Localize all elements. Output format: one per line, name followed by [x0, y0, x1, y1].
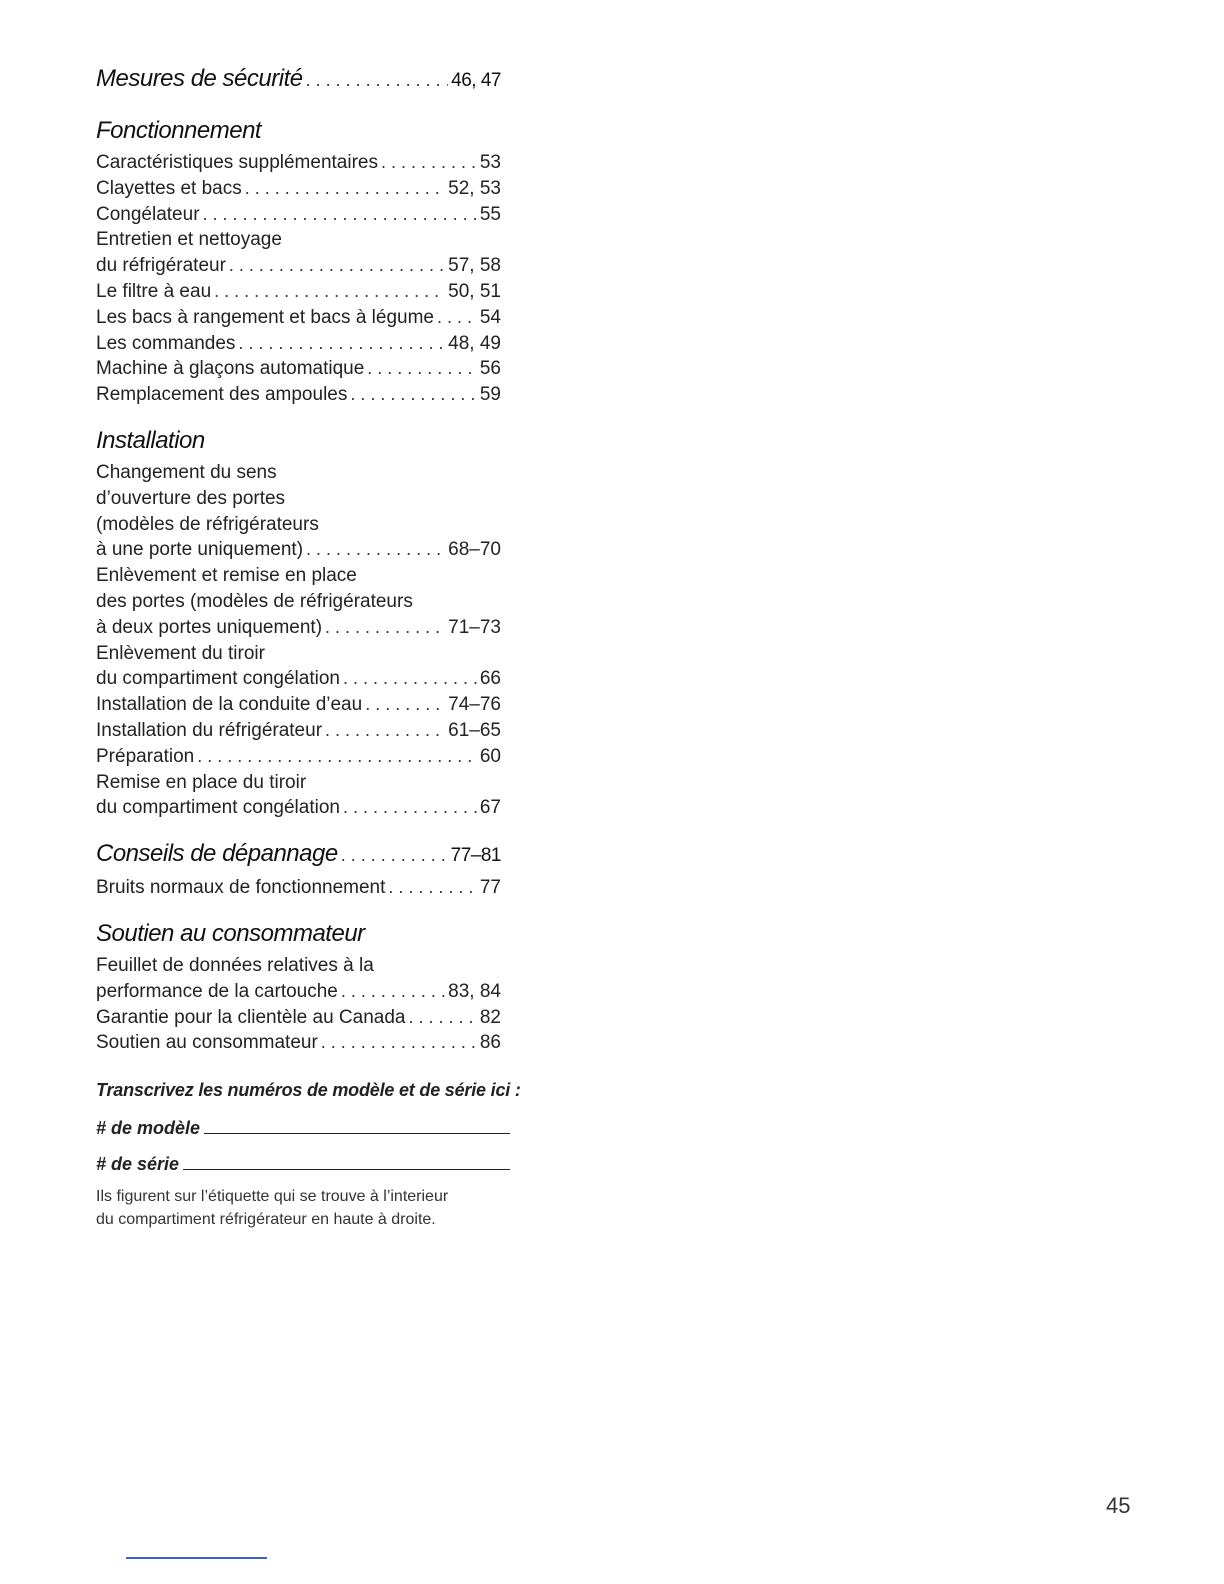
- toc-entry-text: Installation du réfrigérateur: [96, 719, 323, 741]
- toc-entry-line: [96, 279, 501, 305]
- toc-page-ref: 71–73: [448, 616, 501, 638]
- toc-entry[interactable]: [96, 331, 501, 357]
- toc-section: [96, 114, 501, 408]
- toc-entry-text: du compartiment congélation: [96, 797, 340, 819]
- dot-leader: [343, 666, 477, 692]
- toc-entry[interactable]: [96, 953, 501, 1005]
- toc-page-ref: 74–76: [448, 694, 501, 716]
- toc-entry-text: Remise en place du tiroir: [96, 771, 307, 793]
- toc-entry-line: [96, 331, 501, 357]
- toc-section: [96, 62, 501, 98]
- toc-entry[interactable]: [96, 150, 501, 176]
- toc-entry-text: Feuillet de données relatives à la: [96, 954, 374, 976]
- dot-leader: [343, 795, 477, 821]
- toc-entry[interactable]: [96, 875, 501, 901]
- dot-leader: [203, 202, 477, 228]
- toc-page-ref: 48, 49: [448, 332, 501, 354]
- toc-page-ref: 56: [479, 358, 501, 380]
- dot-leader: [341, 979, 445, 1005]
- section-title-text: Mesures de sécurité: [96, 65, 303, 92]
- serial-number-blank-line[interactable]: [183, 1149, 510, 1170]
- section-title-text: Soutien au consommateur: [96, 919, 365, 947]
- toc-entry-line: [96, 795, 501, 821]
- toc-page-ref: 53: [479, 152, 501, 173]
- toc-entry-text: (modèles de réfrigérateurs: [96, 513, 319, 535]
- section-title[interactable]: [96, 62, 501, 98]
- section-title[interactable]: [96, 424, 501, 458]
- section-page-ref: 46, 47: [451, 70, 501, 91]
- toc-entry[interactable]: [96, 744, 501, 770]
- dot-leader: [408, 1005, 476, 1031]
- model-number-blank-line[interactable]: [204, 1113, 510, 1134]
- toc-entry-line: [96, 641, 501, 667]
- toc-entry-line: [96, 718, 501, 744]
- model-serial-heading: Transcrivez les numéros de modèle et de série ici :: [96, 1080, 521, 1100]
- toc-entry[interactable]: [96, 356, 501, 382]
- dot-leader: [245, 176, 445, 202]
- dot-leader: [325, 615, 445, 641]
- toc-page-ref: 59: [479, 384, 501, 406]
- toc-entry-text: Préparation: [96, 745, 195, 767]
- dot-leader: [388, 875, 476, 901]
- toc-entry-text: Remplacement des ampoules: [96, 384, 348, 406]
- toc-page-ref: 54: [479, 306, 501, 328]
- toc-entry-line: [96, 589, 501, 615]
- toc-section: [96, 837, 501, 901]
- toc-entry-text: à deux portes uniquement): [96, 616, 323, 638]
- page-number: 45: [1106, 1493, 1131, 1518]
- toc-entry-line: [96, 253, 501, 279]
- toc-page-ref: 60: [479, 745, 501, 767]
- toc-entry-line: [96, 875, 501, 901]
- toc-entry-line: [96, 176, 501, 202]
- toc-entry-line: [96, 202, 501, 228]
- toc-entry[interactable]: [96, 563, 501, 640]
- toc-entry[interactable]: [96, 460, 501, 563]
- model-number-label: # de modèle: [96, 1118, 201, 1138]
- toc-entry[interactable]: [96, 382, 501, 408]
- model-number-field[interactable]: [96, 1113, 510, 1139]
- toc-entry-line: [96, 744, 501, 770]
- toc-entry-text: d’ouverture des portes: [96, 487, 286, 509]
- toc-entry-line: [96, 1030, 501, 1056]
- toc-entry-text: Congélateur: [96, 203, 200, 225]
- section-title-text: Installation: [96, 426, 205, 454]
- toc-page-ref: 61–65: [448, 719, 501, 741]
- toc-entry-line: [96, 150, 501, 176]
- toc-entry[interactable]: [96, 641, 501, 693]
- toc-page-ref: 68–70: [448, 539, 501, 561]
- toc-entry-text: Enlèvement et remise en place: [96, 565, 357, 587]
- toc-entry-text: Machine à glaçons automatique: [96, 358, 365, 380]
- toc-page-ref: 55: [479, 203, 501, 225]
- toc-page-ref: 52, 53: [448, 177, 501, 199]
- toc-page-ref: 66: [479, 668, 501, 690]
- toc-entry-line: [96, 692, 501, 718]
- toc-entry-line: [96, 666, 501, 692]
- note-line-2: du compartiment réfrigérateur en haute à droite.: [96, 1211, 436, 1228]
- toc-section: [96, 424, 501, 821]
- toc-entry[interactable]: [96, 176, 501, 202]
- toc-entry-line: [96, 563, 501, 589]
- dot-leader: [229, 253, 445, 279]
- model-serial-block: [96, 1080, 556, 1231]
- section-title[interactable]: [96, 114, 501, 148]
- section-page-ref: 77–81: [450, 845, 501, 867]
- toc-section: [96, 917, 501, 1056]
- toc-entry-line: [96, 512, 501, 538]
- dot-leader: [306, 537, 445, 563]
- toc-entry-line: [96, 356, 501, 382]
- toc-entry[interactable]: [96, 692, 501, 718]
- toc-entry[interactable]: [96, 305, 501, 331]
- toc-entry-text: Les bacs à rangement et bacs à légume: [96, 306, 434, 328]
- dot-leader: [350, 382, 477, 408]
- toc-entry-line: [96, 486, 501, 512]
- toc-page-ref: 67: [479, 797, 501, 819]
- toc-entry-line: [96, 382, 501, 408]
- toc-entry-text: à une porte uniquement): [96, 539, 304, 561]
- dot-leader: [341, 838, 448, 872]
- dot-leader: [321, 1030, 477, 1056]
- toc-entry-text: Les commandes: [96, 332, 236, 354]
- toc-page-ref: 57, 58: [448, 255, 501, 277]
- toc-entry-line: [96, 227, 501, 253]
- toc-page-ref: 82: [479, 1006, 501, 1028]
- table-of-contents: [96, 62, 501, 1072]
- toc-entry-line: [96, 1005, 501, 1031]
- toc-entry-text: Le filtre à eau: [96, 280, 212, 302]
- dot-leader: [306, 63, 449, 97]
- toc-entry-text: du compartiment congélation: [96, 668, 340, 690]
- toc-entry-text: Clayettes et bacs: [96, 177, 242, 199]
- note-line-1: Ils figurent sur l’étiquette qui se trouve à l’interieur: [96, 1188, 449, 1205]
- toc-entry[interactable]: [96, 202, 501, 228]
- dot-leader: [214, 279, 445, 305]
- toc-entry-line: [96, 953, 501, 979]
- toc-entry-text: du réfrigérateur: [96, 255, 226, 277]
- section-title[interactable]: [96, 917, 501, 951]
- toc-entry-line: [96, 770, 501, 796]
- toc-entry-line: [96, 537, 501, 563]
- toc-entry[interactable]: [96, 227, 501, 279]
- section-title[interactable]: [96, 837, 501, 873]
- toc-page-ref: 50, 51: [448, 280, 501, 302]
- toc-entry[interactable]: [96, 1030, 501, 1056]
- toc-entry-text: Caractéristiques supplémentaires: [96, 152, 378, 173]
- toc-entry-text: Enlèvement du tiroir: [96, 642, 265, 664]
- toc-entry-text: performance de la cartouche: [96, 980, 338, 1002]
- toc-entry-line: [96, 460, 501, 486]
- serial-number-label: # de série: [96, 1154, 180, 1174]
- dot-leader: [365, 692, 445, 718]
- section-title-text: Conseils de dépannage: [96, 840, 338, 868]
- toc-entry-text: Bruits normaux de fonctionnement: [96, 877, 386, 899]
- dot-leader: [437, 305, 477, 331]
- toc-entry-text: Changement du sens: [96, 461, 277, 483]
- footer-rule: [126, 1557, 267, 1559]
- serial-number-field[interactable]: [96, 1149, 510, 1175]
- toc-entry-text: Soutien au consommateur: [96, 1032, 318, 1054]
- toc-entry[interactable]: [96, 770, 501, 822]
- dot-leader: [325, 718, 445, 744]
- dot-leader: [197, 744, 477, 770]
- dot-leader: [367, 356, 477, 382]
- dot-leader: [381, 150, 477, 176]
- toc-entry-line: [96, 615, 501, 641]
- toc-entry-text: Garantie pour la clientèle au Canada: [96, 1006, 406, 1028]
- toc-entry-text: Installation de la conduite d’eau: [96, 694, 363, 716]
- section-title-text: Fonctionnement: [96, 117, 262, 144]
- toc-page-ref: 86: [479, 1032, 501, 1054]
- toc-entry[interactable]: [96, 718, 501, 744]
- label-location-note: [96, 1185, 556, 1231]
- toc-entry-text: Entretien et nettoyage: [96, 229, 282, 251]
- toc-entry-line: [96, 979, 501, 1005]
- toc-page-ref: 83, 84: [448, 980, 501, 1002]
- toc-page-ref: 77: [479, 877, 501, 899]
- dot-leader: [238, 331, 445, 357]
- toc-entry[interactable]: [96, 279, 501, 305]
- toc-entry-line: [96, 305, 501, 331]
- toc-entry[interactable]: [96, 1005, 501, 1031]
- toc-entry-text: des portes (modèles de réfrigérateurs: [96, 590, 413, 612]
